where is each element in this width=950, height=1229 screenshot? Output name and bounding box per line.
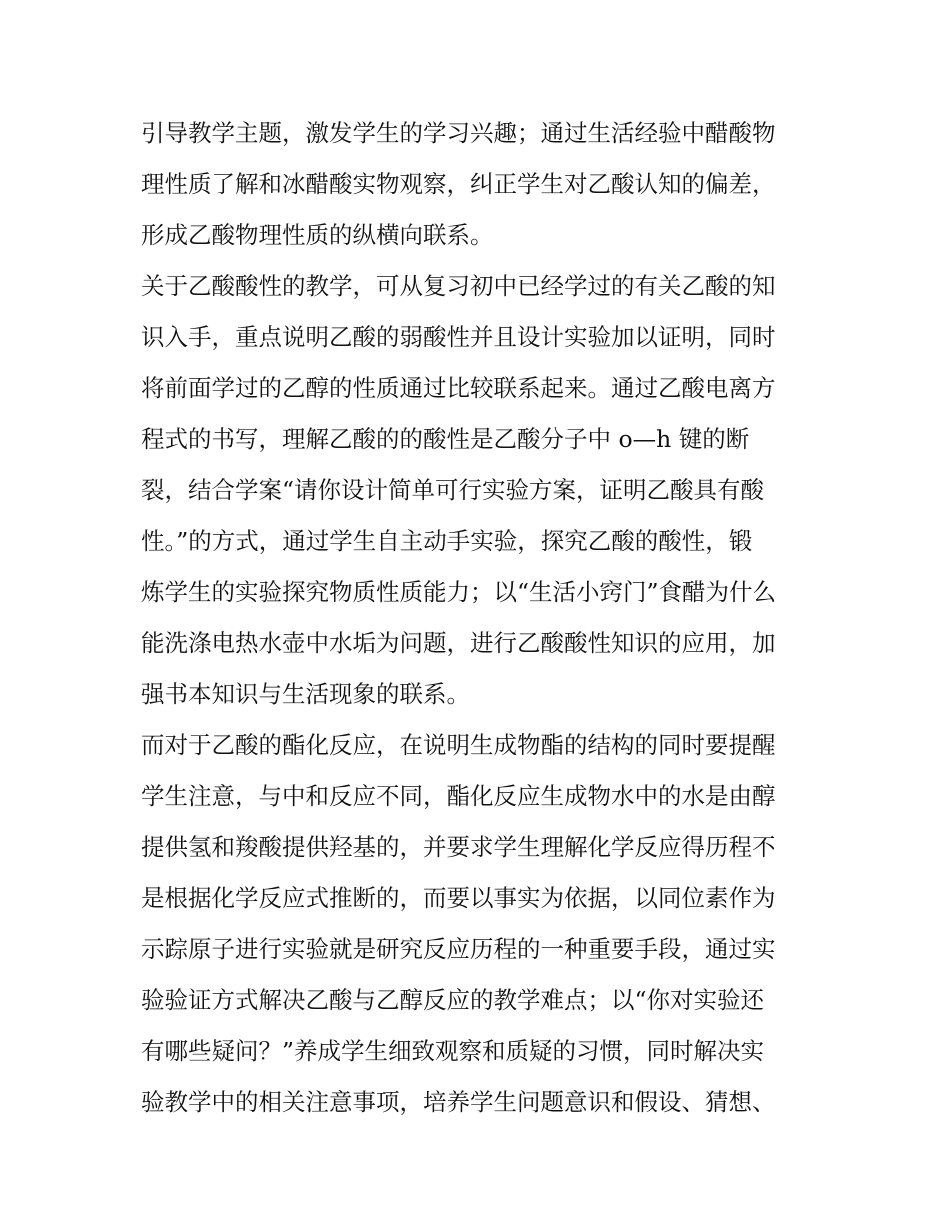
text-line-17: 示踪原子进行实验就是研究反应历程的一种重要手段，通过实 [141, 935, 776, 963]
text-line-14: 学生注意，与中和反应不同，酯化反应生成物水中的水是由醇 [141, 782, 776, 810]
text-line-12: 强书本知识与生活现象的联系。 [141, 680, 470, 708]
text-line-2: 理性质了解和冰醋酸实物观察，纠正学生对乙酸认知的偏差， [141, 170, 776, 198]
text-line-18: 验验证方式解决乙酸与乙醇反应的教学难点；以“你对实验还 [141, 986, 765, 1014]
text-line-16: 是根据化学反应式推断的，而要以事实为依据，以同位素作为 [141, 884, 776, 912]
text-line-1: 引导教学主题，激发学生的学习兴趣；通过生活经验中醋酸物 [141, 119, 776, 147]
text-line-13: 而对于乙酸的酯化反应，在说明生成物酯的结构的同时要提醒 [141, 731, 776, 759]
text-line-4: 关于乙酸酸性的教学，可从复习初中已经学过的有关乙酸的知 [141, 272, 776, 300]
body-text [141, 108, 821, 1128]
text-line-6: 将前面学过的乙醇的性质通过比较联系起来。通过乙酸电离方 [141, 374, 776, 402]
text-line-15: 提供氢和羧酸提供羟基的，并要求学生理解化学反应得历程不 [141, 833, 776, 861]
text-line-7: 程式的书写，理解乙酸的的酸性是乙酸分子中 o—h 键的断 [141, 425, 750, 453]
text-line-3: 形成乙酸物理性质的纵横向联系。 [141, 221, 494, 249]
text-line-20: 验教学中的相关注意事项，培养学生问题意识和假设、猜想、 [141, 1088, 776, 1116]
text-line-19: 有哪些疑问？”养成学生细致观察和质疑的习惯，同时解决实 [141, 1037, 765, 1065]
text-line-11: 能洗涤电热水壶中水垢为问题，进行乙酸酸性知识的应用，加 [141, 629, 776, 657]
text-line-10: 炼学生的实验探究物质性质能力；以“生活小窍门”食醋为什么 [141, 578, 777, 606]
text-line-5: 识入手，重点说明乙酸的弱酸性并且设计实验加以证明，同时 [141, 323, 776, 351]
text-line-8: 裂，结合学案“请你设计简单可行实验方案，证明乙酸具有酸 [141, 476, 765, 504]
text-line-9: 性。”的方式，通过学生自主动手实验，探究乙酸的酸性，锻 [141, 527, 753, 555]
